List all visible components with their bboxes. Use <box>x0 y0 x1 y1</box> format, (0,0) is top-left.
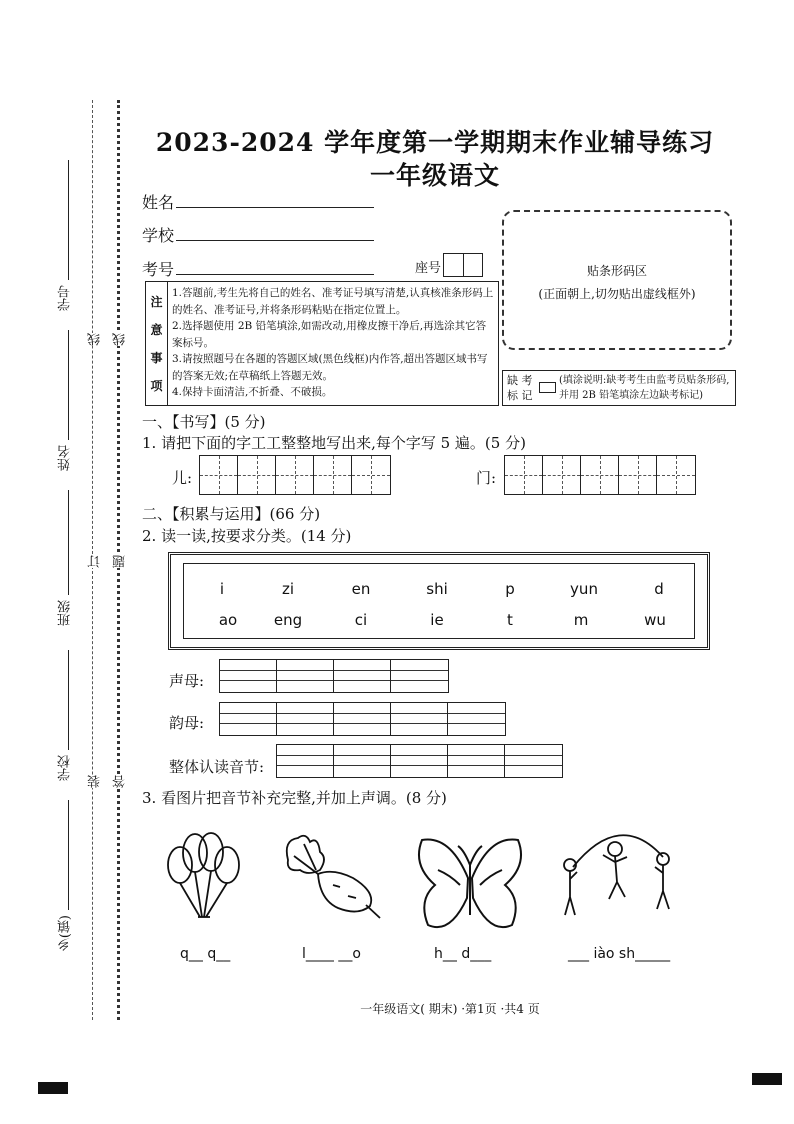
seat-box[interactable] <box>443 253 483 277</box>
binding-name-label: 姓名 <box>58 445 73 471</box>
answer-cell[interactable] <box>505 745 562 777</box>
answer-cell[interactable] <box>277 703 334 735</box>
answer-butterfly[interactable]: h__ d___ <box>434 946 492 962</box>
char1-label: 儿: <box>172 469 193 487</box>
alignment-mark-right <box>752 1073 782 1085</box>
no-answer-label-1: 线 <box>113 333 128 346</box>
pinyin-frame <box>168 552 710 650</box>
pinyin-item: t <box>507 611 513 629</box>
binding-class-line <box>68 490 69 595</box>
name-label: 姓名 <box>142 193 175 212</box>
notice-body <box>172 285 496 401</box>
seat-label: 座号 <box>415 261 442 276</box>
writing-cell[interactable] <box>657 456 695 494</box>
notice-title-char: 注 <box>150 295 163 310</box>
pinyin-item: wu <box>644 611 666 629</box>
no-answer-label-3: 答 <box>113 775 128 788</box>
answer-cell[interactable] <box>391 703 448 735</box>
pinyin-item: en <box>351 580 371 598</box>
school-field[interactable] <box>176 240 374 241</box>
question3: 3. 看图片把音节补充完整,并加上声调。(8 分) <box>142 789 447 807</box>
binding-school-line <box>68 650 69 750</box>
writing-cell[interactable] <box>543 456 581 494</box>
page-title: 2023-2024 学年度第一学期期末作业辅导练习 <box>155 128 715 157</box>
char1-writing-grid[interactable] <box>199 455 391 495</box>
finals-label: 韵母: <box>169 714 205 732</box>
answer-cell[interactable] <box>334 660 391 692</box>
alignment-mark-left <box>38 1082 68 1094</box>
pinyin-item: eng <box>273 611 303 629</box>
binding-name-line <box>68 330 69 440</box>
section2-heading: 二、【积累与运用】(66 分) <box>142 505 321 523</box>
school-label: 学校 <box>142 226 175 245</box>
exam-no-field[interactable] <box>176 274 374 275</box>
writing-cell[interactable] <box>581 456 619 494</box>
binding-township-line <box>68 800 69 910</box>
barcode-title: 贴条形码区 <box>586 264 647 278</box>
seal-order-label: 订 <box>88 555 103 568</box>
finals-answer-row[interactable] <box>219 702 506 736</box>
question1: 1. 请把下面的字工工整整地写出来,每个字写 5 遍。(5 分) <box>142 434 526 452</box>
absent-label-top: 缺 考 <box>507 374 533 387</box>
answer-cell[interactable] <box>391 660 448 692</box>
question2: 2. 读一读,按要求分类。(14 分) <box>142 527 352 545</box>
notice-box <box>145 281 499 406</box>
absent-note: (填涂说明:缺考考生由监考员贴条形码,并用 2B 铅笔填涂左边缺考标记) <box>559 375 730 401</box>
answer-balloon[interactable]: q__ q__ <box>180 946 231 962</box>
writing-cell[interactable] <box>505 456 543 494</box>
whole-syllables-label: 整体认读音节: <box>169 758 265 776</box>
writing-cell[interactable] <box>314 456 352 494</box>
notice-title-char: 项 <box>150 378 163 393</box>
answer-cell[interactable] <box>391 745 448 777</box>
seal-line-label: 线 <box>88 333 103 346</box>
binding-school-label: 学校 <box>58 755 73 781</box>
writing-cell[interactable] <box>238 456 276 494</box>
name-field[interactable] <box>176 207 374 208</box>
butterfly-image <box>410 830 530 940</box>
initials-answer-row[interactable] <box>219 659 449 693</box>
writing-cell[interactable] <box>200 456 238 494</box>
binding-township-label: 乡(镇) <box>58 915 73 952</box>
pinyin-item: zi <box>281 580 295 598</box>
jump-rope-image <box>555 827 685 922</box>
pinyin-item: ie <box>430 611 444 629</box>
initials-label: 声母: <box>169 672 205 690</box>
answer-cell[interactable] <box>220 703 277 735</box>
page-subtitle: 一年级语文 <box>369 161 500 190</box>
answer-jump-rope[interactable]: ___ iào sh_____ <box>568 946 671 962</box>
pinyin-item: d <box>654 580 664 598</box>
answer-cell[interactable] <box>220 660 277 692</box>
absent-checkbox[interactable] <box>539 382 556 393</box>
radish-image <box>278 830 383 925</box>
binding-student-no-line <box>68 160 69 280</box>
seal-bind-label: 装 <box>88 775 103 788</box>
answer-cell[interactable] <box>334 745 391 777</box>
whole-syllables-answer-row[interactable] <box>276 744 563 778</box>
answer-cell[interactable] <box>277 745 334 777</box>
barcode-hint: (正面朝上,切勿贴出虚线框外) <box>538 287 696 301</box>
balloons-image <box>162 825 244 925</box>
barcode-area <box>502 210 732 350</box>
notice-item: 2.选择题使用 2B 铅笔填涂,如需改动,用橡皮擦干净后,再选涂其它答案标号。 <box>172 320 487 349</box>
binding-student-no-label: 学号 <box>58 285 73 311</box>
notice-title-char: 意 <box>150 323 163 338</box>
answer-cell[interactable] <box>448 745 505 777</box>
pinyin-item: i <box>219 580 225 598</box>
binding-class-label: 班级 <box>58 600 73 626</box>
writing-cell[interactable] <box>276 456 314 494</box>
notice-title <box>146 282 168 405</box>
page-footer: 一年级语文( 期末) ·第1页 ·共4 页 <box>360 1002 540 1016</box>
answer-radish[interactable]: l____ __o <box>302 946 361 962</box>
pinyin-item: m <box>573 611 589 629</box>
answer-cell[interactable] <box>334 703 391 735</box>
answer-cell[interactable] <box>448 703 505 735</box>
absent-label-bottom: 标 记 <box>507 389 533 402</box>
char2-writing-grid[interactable] <box>504 455 696 495</box>
notice-item: 1.答题前,考生先将自己的姓名、准考证号填写清楚,认真核准条形码上的姓名、准考证号,并将条形码粘贴在指定位置上。 <box>172 287 494 316</box>
notice-item: 3.请按照题号在各题的答题区域(黑色线框)内作答,超出答题区域书写的答案无效;在草稿纸上答题无效。 <box>172 353 488 382</box>
writing-cell[interactable] <box>352 456 390 494</box>
exam-no-label: 考号 <box>142 260 175 279</box>
pinyin-item: p <box>505 580 515 598</box>
notice-title-char: 事 <box>150 350 163 365</box>
pinyin-item: shi <box>426 580 448 598</box>
pinyin-item: ci <box>354 611 368 629</box>
no-answer-label-2: 题 <box>113 555 128 568</box>
pinyin-item: ao <box>218 611 238 629</box>
notice-item: 4.保持卡面清洁,不折叠、不破损。 <box>172 386 333 398</box>
section1-heading: 一、【书写】(5 分) <box>142 413 266 431</box>
absent-mark-box <box>502 370 736 406</box>
answer-cell[interactable] <box>277 660 334 692</box>
absent-label <box>507 373 533 403</box>
char2-label: 门: <box>476 469 497 487</box>
pinyin-item: yun <box>570 580 598 598</box>
writing-cell[interactable] <box>619 456 657 494</box>
